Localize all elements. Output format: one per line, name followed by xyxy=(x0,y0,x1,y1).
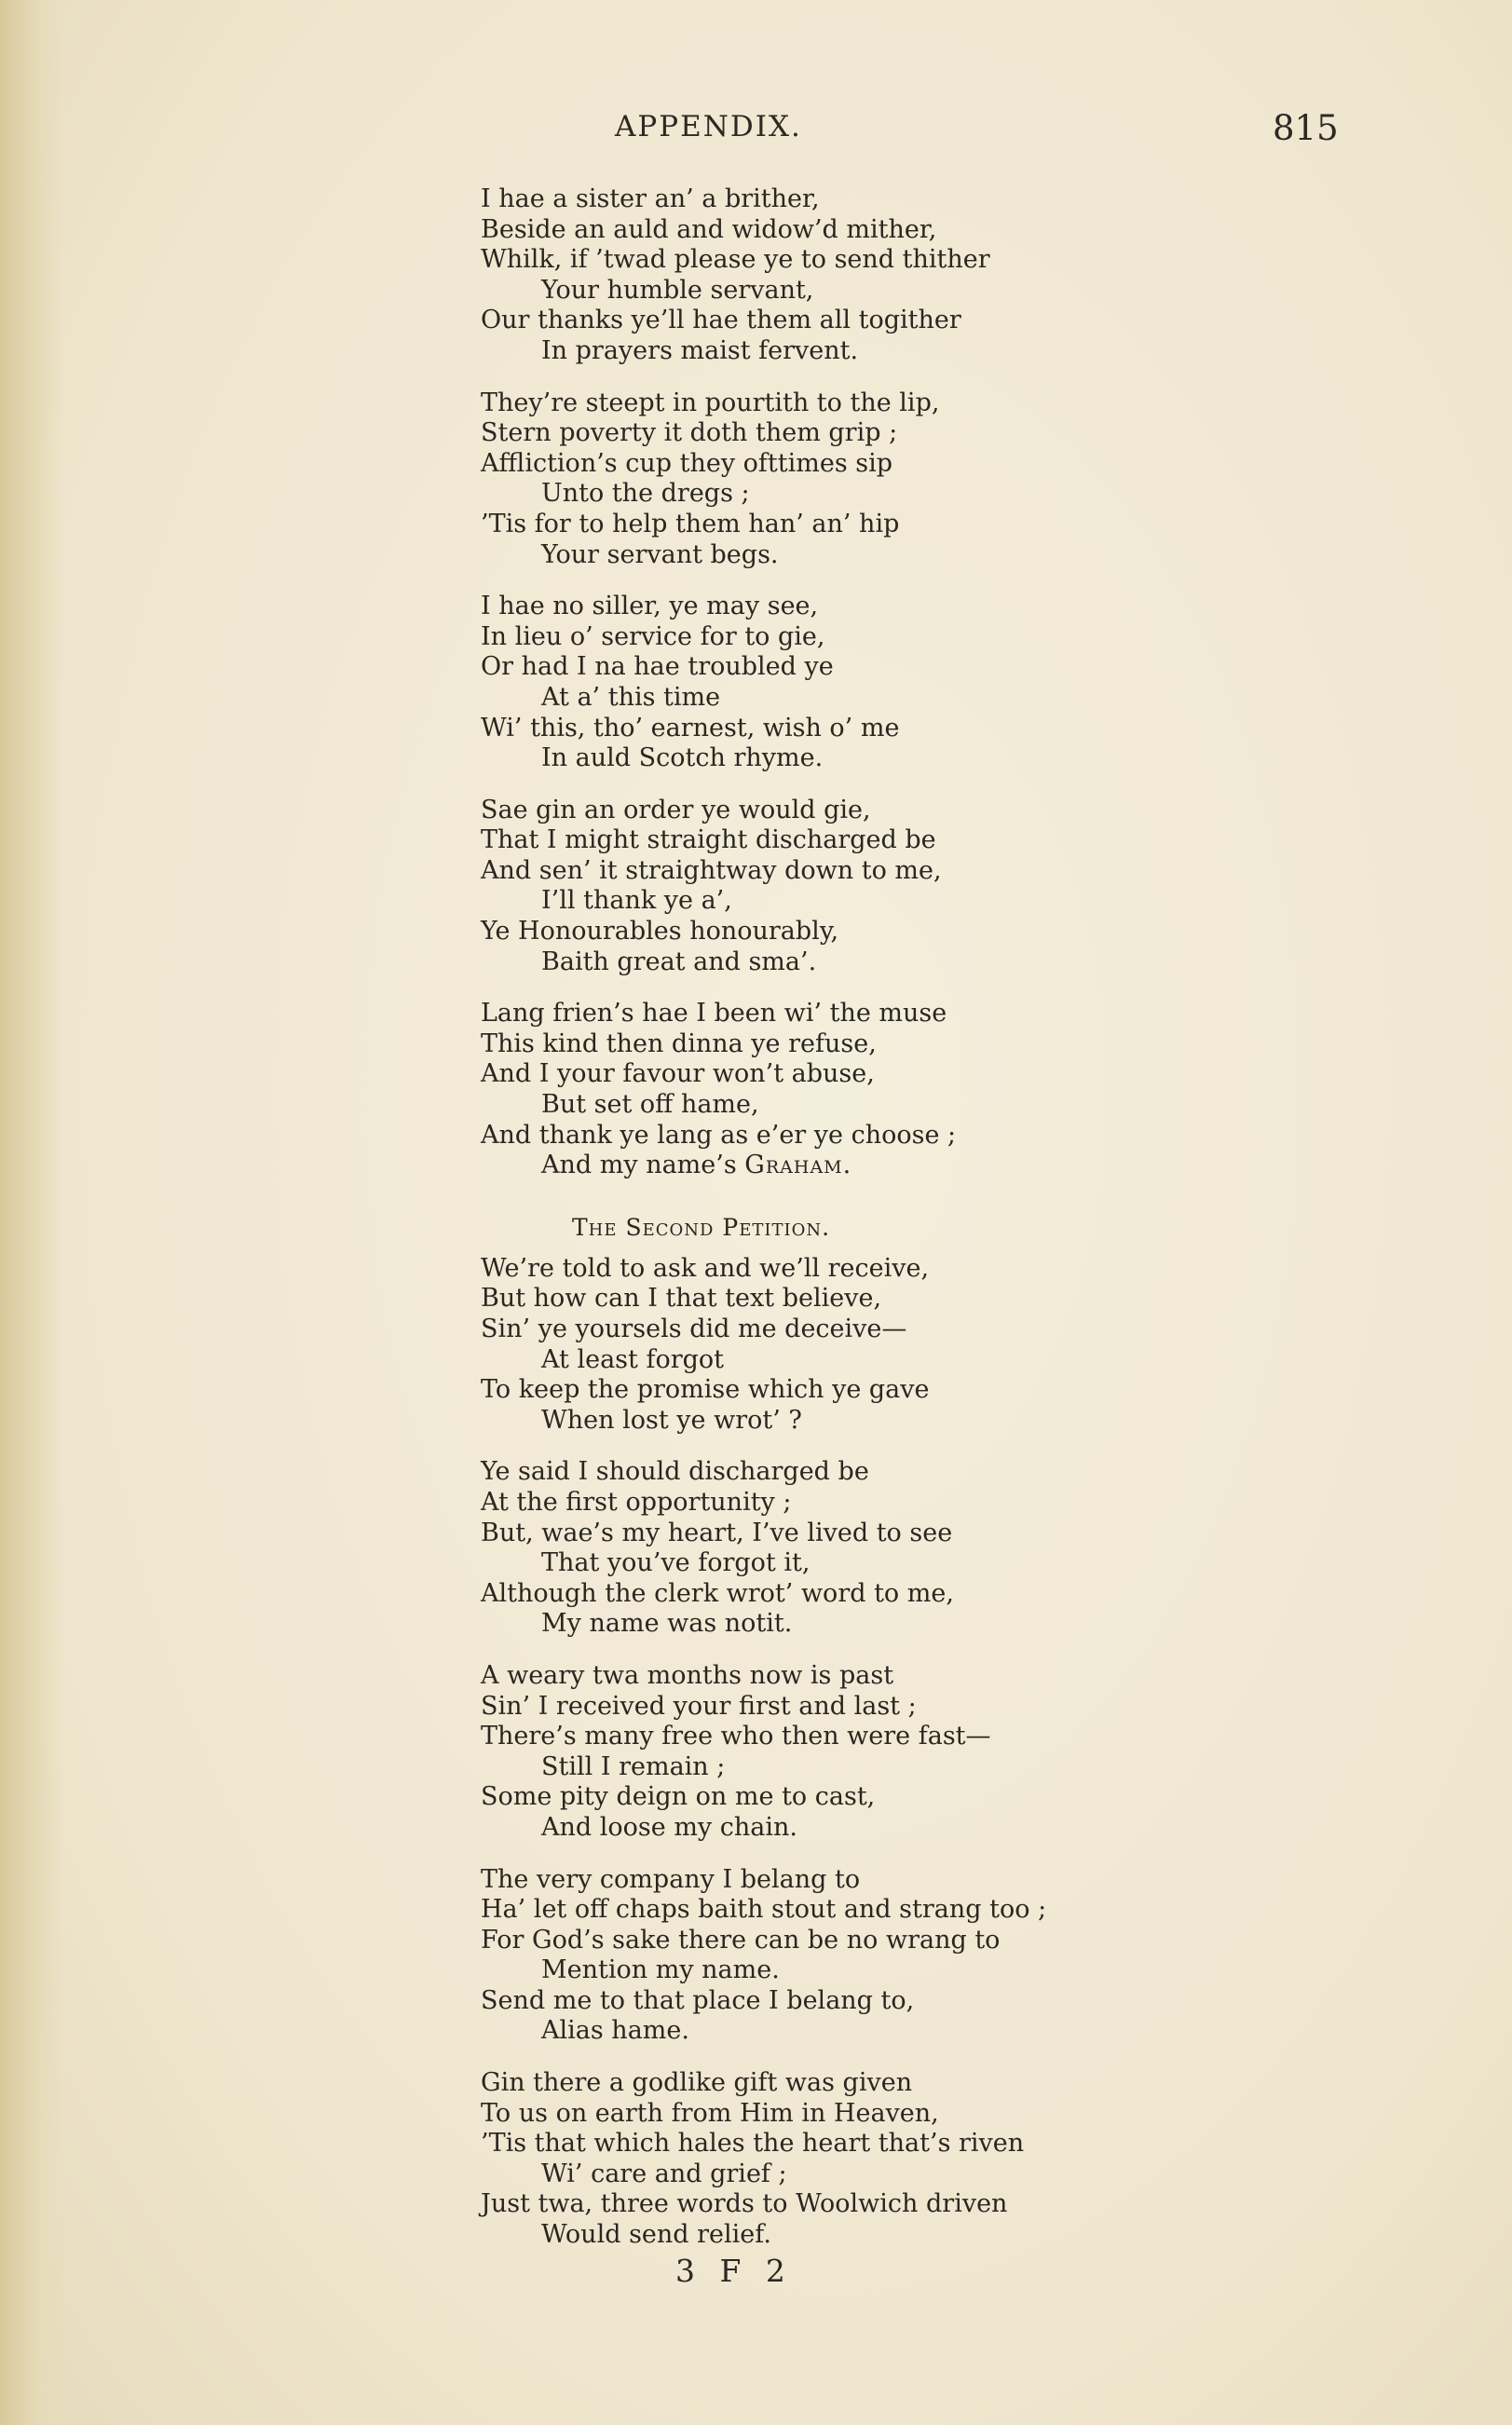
poem-body xyxy=(481,184,1487,2272)
verse-line xyxy=(481,999,1487,1029)
page-number: 815 xyxy=(1273,108,1339,148)
verse-line xyxy=(481,1488,1487,1519)
verse-line xyxy=(481,683,1487,714)
verse-text: Alias hame. xyxy=(541,2016,689,2046)
verse-text: There’s many free who then were fast— xyxy=(481,1722,991,1751)
verse-text: Your humble servant, xyxy=(541,275,814,305)
verse-line xyxy=(481,1548,1487,1579)
verse-text: Mention my name. xyxy=(541,1955,780,1985)
verse-line xyxy=(481,276,1487,307)
verse-text: Send me to that place I belang to, xyxy=(481,1985,915,2015)
verse-line xyxy=(481,2016,1487,2047)
verse-line xyxy=(481,856,1487,887)
verse-text: ’Tis for to help them han’ an’ hip xyxy=(481,509,900,538)
verse-text: In auld Scotch rhyme. xyxy=(541,743,824,773)
verse-text: Wi’ care and grief ; xyxy=(541,2159,787,2188)
verse-line xyxy=(481,306,1487,336)
verse-text: My name was notit. xyxy=(541,1609,793,1639)
verse-text: Stern poverty it doth them grip ; xyxy=(481,418,898,448)
verse-line xyxy=(481,2068,1487,2099)
verse-text: Lang frien’s hae I been wi’ the muse xyxy=(481,999,947,1029)
verse-text: Ha’ let off chaps baith stout and strang too ; xyxy=(481,1895,1047,1925)
verse-text: Or had I na hae troubled ye xyxy=(481,652,834,682)
verse-line xyxy=(481,1284,1487,1315)
verse-line xyxy=(481,1579,1487,1610)
verse-text: At the first opportunity ; xyxy=(481,1487,792,1517)
verse-text: When lost ye wrot’ ? xyxy=(541,1405,802,1435)
verse-line xyxy=(481,418,1487,449)
verse-line xyxy=(481,947,1487,978)
verse-text: That I might straight discharged be xyxy=(481,825,936,855)
verse-line xyxy=(481,2159,1487,2190)
verse-line xyxy=(481,1692,1487,1723)
verse-line xyxy=(481,714,1487,744)
verse-text: I hae no siller, ye may see, xyxy=(481,592,819,621)
verse-text: Your servant begs. xyxy=(541,539,779,569)
verse-text: At a’ this time xyxy=(541,682,721,712)
running-head: APPENDIX. xyxy=(615,110,802,143)
verse-text: Wi’ this, tho’ earnest, wish o’ me xyxy=(481,713,900,742)
verse-text: But, wae’s my heart, I’ve lived to see xyxy=(481,1518,953,1547)
verse-line xyxy=(481,1752,1487,1783)
verse-line xyxy=(481,479,1487,510)
verse-line xyxy=(481,592,1487,622)
verse-text: That you’ve forgot it, xyxy=(541,1548,810,1578)
stanza xyxy=(481,1865,1487,2048)
stanza xyxy=(481,184,1487,367)
verse-text: A weary twa months now is past xyxy=(481,1660,894,1690)
verse-line xyxy=(481,388,1487,419)
verse-line xyxy=(481,1895,1487,1926)
verse-text: Sin’ ye yoursels did me deceive— xyxy=(481,1315,907,1343)
verse-text: This kind then dinna ye refuse, xyxy=(481,1029,877,1058)
verse-line xyxy=(481,1090,1487,1121)
signature-mark: 3 F 2 xyxy=(675,2253,793,2289)
verse-line xyxy=(481,622,1487,653)
verse-line xyxy=(481,336,1487,367)
verse-line xyxy=(481,2189,1487,2220)
verse-text: In prayers maist fervent. xyxy=(541,335,859,365)
verse-line xyxy=(481,886,1487,917)
verse-text: Whilk, if ’twad please ye to send thither xyxy=(481,245,990,275)
verse-text: Beside an auld and widow’d mither, xyxy=(481,214,937,244)
verse-line xyxy=(481,1955,1487,1986)
verse-line xyxy=(481,1315,1487,1345)
verse-line xyxy=(481,1813,1487,1844)
verse-line xyxy=(481,540,1487,571)
stanza xyxy=(481,999,1487,1181)
verse-text: Affliction’s cup they ofttimes sip xyxy=(481,448,893,478)
stanza xyxy=(481,1661,1487,1844)
verse-text: I hae a sister an’ a brither, xyxy=(481,184,820,213)
verse-line xyxy=(481,1519,1487,1549)
verse-line xyxy=(481,1457,1487,1488)
verse-text: The very company I belang to xyxy=(481,1864,861,1894)
verse-text: Although the clerk wrot’ word to me, xyxy=(481,1578,954,1608)
stanza xyxy=(481,388,1487,571)
page-gutter-shadow xyxy=(0,0,65,2425)
verse-line xyxy=(481,215,1487,246)
verse-line xyxy=(481,917,1487,947)
verse-text: We’re told to ask and we’ll receive, xyxy=(481,1253,930,1283)
author-name: Graham. xyxy=(744,1151,852,1180)
verse-text: And thank ye lang as e’er ye choose ; xyxy=(481,1120,957,1150)
verse-line xyxy=(481,2099,1487,2130)
verse-text: Our thanks ye’ll hae them all togither xyxy=(481,306,961,335)
verse-line xyxy=(481,510,1487,540)
stanza xyxy=(481,1457,1487,1640)
verse-text: But set off hame, xyxy=(541,1090,759,1120)
verse-text: At least forgot xyxy=(541,1344,725,1374)
verse-line xyxy=(481,743,1487,774)
verse-text: Still I remain ; xyxy=(541,1751,726,1781)
verse-line xyxy=(481,1121,1487,1151)
verse-text: Would send relief. xyxy=(541,2220,771,2250)
verse-line xyxy=(481,1029,1487,1060)
verse-text: Sae gin an order ye would gie, xyxy=(481,795,871,824)
verse-text: In lieu o’ service for to gie, xyxy=(481,621,825,651)
verse-line xyxy=(481,796,1487,826)
verse-text: Ye said I should discharged be xyxy=(481,1457,869,1487)
verse-line xyxy=(481,1406,1487,1437)
verse-line xyxy=(481,825,1487,856)
verse-line xyxy=(481,1151,1487,1181)
verse-line xyxy=(481,1986,1487,2017)
stanza xyxy=(481,796,1487,978)
second-petition-poem xyxy=(481,1254,1487,2251)
verse-text: They’re steept in pourtith to the lip, xyxy=(481,388,940,417)
verse-text: Just twa, three words to Woolwich driven xyxy=(481,2189,1008,2219)
verse-line xyxy=(481,1345,1487,1376)
verse-text: Baith great and sma’. xyxy=(541,947,817,976)
verse-line xyxy=(481,1722,1487,1752)
stanza xyxy=(481,592,1487,774)
verse-line xyxy=(481,449,1487,480)
verse-text: For God’s sake there can be no wrang to xyxy=(481,1925,1001,1955)
verse-line xyxy=(481,1375,1487,1406)
verse-line xyxy=(481,1059,1487,1090)
verse-text: And my name’s xyxy=(541,1151,745,1180)
verse-text: ’Tis that which hales the heart that’s riven xyxy=(481,2129,1025,2159)
first-petition-poem xyxy=(481,184,1487,1181)
verse-line xyxy=(481,1926,1487,1956)
verse-text: I’ll thank ye a’, xyxy=(541,886,732,916)
verse-text: Gin there a godlike gift was given xyxy=(481,2068,913,2098)
verse-text: Ye Honourables honourably, xyxy=(481,917,839,947)
verse-line xyxy=(481,1254,1487,1285)
verse-line xyxy=(481,245,1487,276)
verse-text: Sin’ I received your first and last ; xyxy=(481,1691,917,1721)
verse-text: To keep the promise which ye gave xyxy=(481,1375,930,1405)
verse-line xyxy=(481,2220,1487,2251)
verse-text: And I your favour won’t abuse, xyxy=(481,1059,875,1089)
verse-text: Some pity deign on me to cast, xyxy=(481,1782,876,1812)
verse-text: But how can I that text believe, xyxy=(481,1284,882,1314)
verse-line xyxy=(481,652,1487,683)
verse-line xyxy=(481,1865,1487,1896)
verse-text: Unto the dregs ; xyxy=(541,479,750,509)
stanza xyxy=(481,2068,1487,2251)
verse-line xyxy=(481,184,1487,215)
verse-text: To us on earth from Him in Heaven, xyxy=(481,2098,939,2128)
verse-line xyxy=(481,1661,1487,1692)
verse-text: And loose my chain. xyxy=(541,1812,797,1842)
verse-line xyxy=(481,1609,1487,1640)
section-heading: The Second Petition. xyxy=(572,1213,831,1241)
verse-line xyxy=(481,1782,1487,1813)
verse-line xyxy=(481,2129,1487,2159)
verse-text: And sen’ it straightway down to me, xyxy=(481,855,942,885)
stanza xyxy=(481,1254,1487,1437)
